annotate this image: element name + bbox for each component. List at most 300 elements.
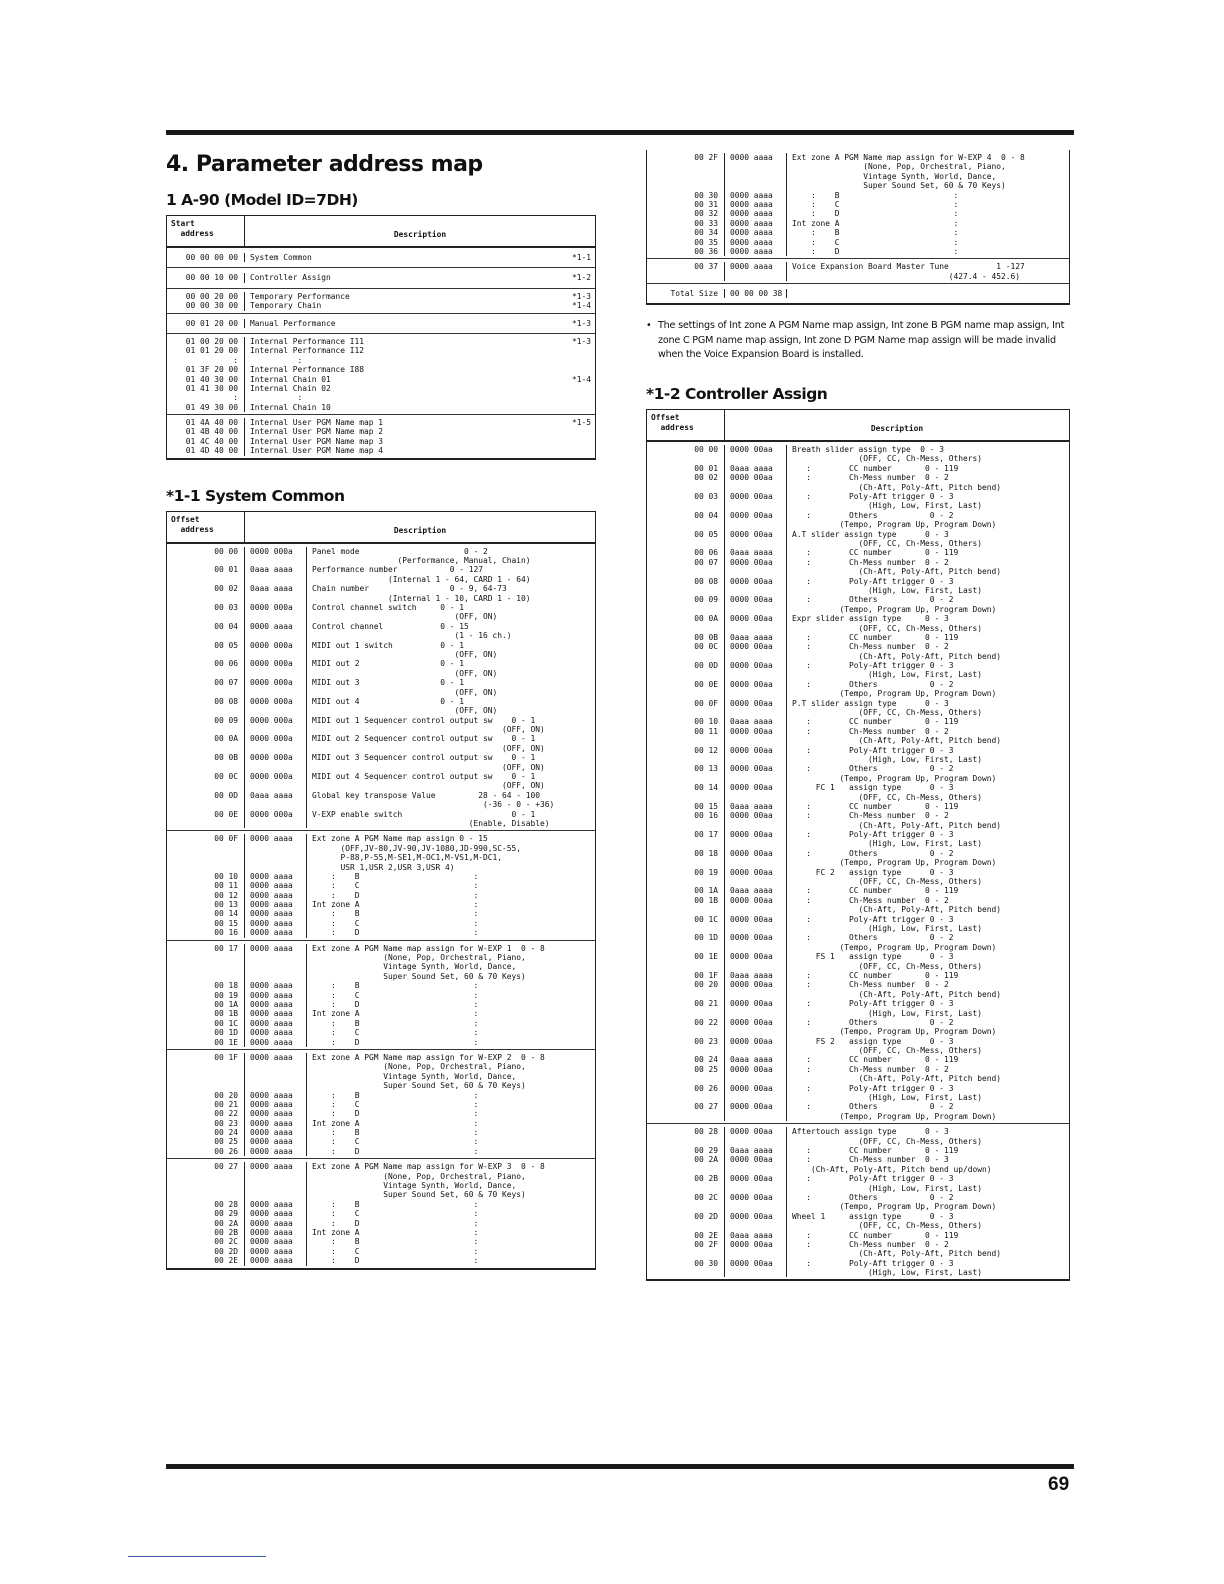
table-row [647, 661, 1069, 670]
footer-link-line[interactable] [128, 1556, 266, 1557]
cell-data: 0000 aaaa [725, 219, 787, 228]
cell-data: 0000 aaaa [245, 1200, 307, 1209]
table-group [647, 442, 1069, 1124]
cell-address: 00 1C [647, 915, 725, 924]
cell-address: 00 1A [647, 886, 725, 895]
cell-description [245, 337, 595, 346]
cell-address: 00 13 [167, 900, 245, 909]
table-row [167, 1053, 595, 1062]
cell-address: 00 1A [167, 1000, 245, 1009]
cell-description: : Ch-Mess number 0 - 2 [792, 1064, 949, 1074]
cell-description: (High, Low, First, Last) [792, 1268, 983, 1278]
table-row [647, 558, 1069, 567]
table-row [167, 1162, 595, 1171]
cell-data: 0000 00aa [725, 577, 787, 586]
cell-address: 00 0B [167, 753, 245, 762]
cell-address: 00 06 [647, 548, 725, 557]
table-row [167, 622, 595, 631]
cell-data: 0aaa aaaa [725, 886, 787, 895]
cell-description: (High, Low, First, Last) [792, 1008, 983, 1018]
table-row [647, 539, 1069, 548]
cell-data [725, 774, 787, 783]
cell-description: : Poly-Aft trigger 0 - 3 [792, 1174, 954, 1184]
table-row [167, 881, 595, 890]
cell-address: 00 23 [647, 1037, 725, 1046]
table-row [167, 403, 595, 412]
cell-description: (OFF, CC, Ch-Mess, Others) [792, 1136, 983, 1146]
cell-data [245, 688, 307, 697]
cell-address: 00 00 00 00 [167, 253, 245, 262]
cell-description: (Tempo, Program Up, Program Down) [792, 1027, 997, 1037]
table-row [647, 717, 1069, 726]
cell-description-text: : [250, 393, 303, 403]
cell-description: (Ch-Aft, Poly-Aft, Pitch bend) [792, 1249, 1002, 1259]
table-row [167, 909, 595, 918]
cell-address [647, 689, 725, 698]
cell-address: 00 33 [647, 219, 725, 228]
expansion-board-note [646, 319, 1070, 362]
cell-description [245, 292, 595, 301]
cell-description: (Tempo, Program Up, Program Down) [792, 1111, 997, 1121]
cell-address: 00 16 [647, 811, 725, 820]
cell-address: 00 10 [647, 717, 725, 726]
table-row [647, 971, 1069, 980]
cell-data: 0000 000a [245, 772, 307, 781]
table-row [167, 365, 595, 374]
cell-address [647, 586, 725, 595]
cell-data: 0000 aaaa [245, 1028, 307, 1037]
cell-reference: *1-1 [571, 253, 591, 262]
cell-description: Int zone A : [312, 1118, 479, 1128]
cell-description: (Internal 1 - 10, CARD 1 - 10) [312, 593, 531, 603]
cell-data [245, 763, 307, 772]
cell-address: 00 1E [647, 952, 725, 961]
cell-description: : CC number 0 - 119 [792, 717, 959, 727]
table-row [647, 1221, 1069, 1230]
cell-address: 00 1B [647, 896, 725, 905]
cell-description: : D : [312, 890, 479, 900]
cell-data: 0000 00aa [725, 530, 787, 539]
cell-address [167, 844, 245, 853]
cell-address [647, 483, 725, 492]
cell-data [725, 1046, 787, 1055]
cell-description: (Ch-Aft, Poly-Aft, Pitch bend) [792, 736, 1002, 746]
cell-data [725, 962, 787, 971]
cell-description: USR 1,USR 2,USR 3,USR 4) [312, 862, 455, 872]
cell-description: : Ch-Mess number 0 - 2 [792, 980, 949, 990]
cell-address: 00 07 [647, 558, 725, 567]
cell-address: 00 26 [167, 1147, 245, 1156]
cell-description: : B : [312, 1018, 479, 1028]
table-row [647, 1112, 1069, 1121]
table-row [167, 688, 595, 697]
cell-address: 00 19 [647, 868, 725, 877]
cell-address [167, 556, 245, 565]
cell-description: : C : [312, 1137, 479, 1147]
cell-description: : D : [312, 1218, 479, 1228]
cell-data: 0aaa aaaa [725, 971, 787, 980]
cell-data: 0000 00aa [725, 980, 787, 989]
cell-description [245, 427, 595, 436]
cell-description-text: : [250, 355, 303, 365]
table-row [167, 891, 595, 900]
table-row [647, 830, 1069, 839]
cell-description: : Others 0 - 2 [792, 595, 954, 605]
cell-data: 0000 00aa [725, 1193, 787, 1202]
table-row [647, 1193, 1069, 1202]
cell-description: : B : [312, 1237, 479, 1247]
cell-data: 0000 00aa [725, 473, 787, 482]
cell-description: MIDI out 3 Sequencer control output sw 0 - 1 [312, 753, 536, 763]
cell-description: (High, Low, First, Last) [792, 1183, 983, 1193]
cell-description: (High, Low, First, Last) [792, 924, 983, 933]
table-row [167, 1172, 595, 1181]
cell-description: : C : [312, 1028, 479, 1038]
cell-address [647, 1249, 725, 1258]
cell-data: 0000 000a [245, 716, 307, 725]
cell-address: 00 36 [647, 247, 725, 256]
cell-address: 00 1B [167, 1009, 245, 1018]
cell-description: Int zone A : [312, 1227, 479, 1237]
cell-description [245, 375, 595, 384]
table-row [647, 1146, 1069, 1155]
cell-data [725, 172, 787, 181]
table-row [167, 1081, 595, 1090]
cell-data [725, 877, 787, 886]
cell-address: 01 00 20 00 [167, 337, 245, 346]
cell-data [245, 575, 307, 584]
cell-address: 00 2D [167, 1247, 245, 1256]
cell-description: : Poly-Aft trigger 0 - 3 [792, 914, 954, 924]
table-row [647, 577, 1069, 586]
cell-data: 0000 000a [245, 547, 307, 556]
table-row [647, 1240, 1069, 1249]
cell-description [245, 365, 595, 374]
cell-data: 0000 aaaa [245, 1038, 307, 1047]
table-row [647, 520, 1069, 529]
table-group [167, 268, 595, 288]
cell-data: 0000 aaaa [245, 1247, 307, 1256]
cell-description: (None, Pop, Orchestral, Piano, [792, 162, 1006, 172]
table-row [167, 725, 595, 734]
cell-description: P.T slider assign type 0 - 3 [792, 698, 949, 708]
table-row [167, 446, 595, 455]
cell-description: Vintage Synth, World, Dance, [312, 1071, 517, 1081]
table-row [167, 375, 595, 384]
cell-description: (OFF, CC, Ch-Mess, Others) [792, 538, 983, 548]
table-row [647, 708, 1069, 717]
table-row [167, 919, 595, 928]
cell-address [167, 953, 245, 962]
cell-description: (Tempo, Program Up, Program Down) [792, 604, 997, 614]
cell-address: 00 14 [167, 909, 245, 918]
cell-data: 0000 aaaa [245, 1219, 307, 1228]
cell-data [725, 1221, 787, 1230]
cell-description [245, 356, 595, 365]
cell-description: V-EXP enable switch 0 - 1 [312, 809, 536, 819]
cell-address: 00 0E [167, 810, 245, 819]
table-group [647, 284, 1069, 303]
cell-address: 00 02 [647, 473, 725, 482]
cell-data [245, 1172, 307, 1181]
table-row [647, 1065, 1069, 1074]
cell-address [647, 736, 725, 745]
cell-data: 0000 00aa [725, 727, 787, 736]
table-row [167, 641, 595, 650]
cell-data [725, 1112, 787, 1121]
cell-data [725, 755, 787, 764]
cell-data [245, 819, 307, 828]
table-group [167, 1050, 595, 1159]
table-row [167, 1237, 595, 1246]
cell-data: 0aaa aaaa [725, 717, 787, 726]
cell-description: (OFF, CC, Ch-Mess, Others) [792, 877, 983, 887]
table-row [167, 706, 595, 715]
table-row [647, 915, 1069, 924]
right-column [646, 150, 1070, 1281]
cell-description: : Others 0 - 2 [792, 1192, 954, 1202]
cell-data: 0000 aaaa [245, 622, 307, 631]
cell-address [647, 181, 725, 190]
note-text: The settings of Int zone A PGM Name map assign, Int zone B PGM name map assign, Int zone C PGM name map assign, Int zone D PGM Name map assign will be made invalid when the Voice Expansion Board is installed. [658, 320, 1065, 360]
cell-data [725, 586, 787, 595]
cell-address [167, 612, 245, 621]
cell-description: Performance number 0 - 127 [312, 565, 484, 575]
cell-address: 00 31 [647, 200, 725, 209]
cell-description: : B : [312, 909, 479, 919]
cell-address [167, 725, 245, 734]
cell-description: A.T slider assign type 0 - 3 [792, 529, 949, 539]
cell-data: 0000 00aa [725, 811, 787, 820]
table-row [647, 783, 1069, 792]
cell-data: 0000 aaaa [245, 1128, 307, 1137]
cell-address: 00 1F [647, 971, 725, 980]
cell-data: 0000 aaaa [245, 1237, 307, 1246]
table-row [167, 716, 595, 725]
cell-data: 0000 00aa [725, 558, 787, 567]
cell-description: (High, Low, First, Last) [792, 585, 983, 595]
cell-description: (High, Low, First, Last) [792, 670, 983, 680]
cell-description: Breath slider assign type 0 - 3 [792, 445, 945, 455]
table-row [167, 1200, 595, 1209]
cell-data [725, 567, 787, 576]
cell-data [245, 594, 307, 603]
cell-data: 0000 aaaa [245, 1109, 307, 1118]
table-row [647, 886, 1069, 895]
cell-address: 00 26 [647, 1084, 725, 1093]
cell-description: Ext zone A PGM Name map assign for W-EXP 3 0 - 8 [312, 1162, 545, 1172]
cell-address: 00 27 [167, 1162, 245, 1171]
cell-description: FS 2 assign type 0 - 3 [792, 1036, 954, 1046]
top-rule [166, 130, 1074, 135]
cell-data: 0aaa aaaa [725, 1146, 787, 1155]
cell-description: : CC number 0 - 119 [792, 1055, 959, 1065]
cell-description: : Others 0 - 2 [792, 848, 954, 858]
cell-data: 0000 00aa [725, 830, 787, 839]
cell-address: 00 18 [647, 849, 725, 858]
cell-address: 00 2B [167, 1228, 245, 1237]
cell-description: (OFF, CC, Ch-Mess, Others) [792, 792, 983, 802]
cell-description: FS 1 assign type 0 - 3 [792, 952, 954, 962]
cell-address [167, 1081, 245, 1090]
table-group [167, 289, 595, 314]
cell-data: 0000 aaaa [245, 909, 307, 918]
cell-address: 00 01 [647, 464, 725, 473]
cell-description: (OFF, ON) [312, 706, 498, 716]
table-row [167, 972, 595, 981]
cell-address: 00 28 [647, 1127, 725, 1136]
table-row [647, 821, 1069, 830]
cell-address: 00 2F [647, 1240, 725, 1249]
table-row [647, 1074, 1069, 1083]
cell-data: 0000 aaaa [245, 991, 307, 1000]
cell-address: : [167, 393, 245, 402]
cell-data: 0000 aaaa [725, 153, 787, 162]
table-row [167, 863, 595, 872]
cell-data [245, 1190, 307, 1199]
cell-description-text: Temporary Performance [250, 291, 350, 301]
table-row [647, 1127, 1069, 1136]
cell-description: (Ch-Aft, Poly-Aft, Pitch bend) [792, 567, 1002, 577]
cell-address: 00 0E [647, 680, 725, 689]
cell-address: 00 05 [167, 641, 245, 650]
cell-data: 0000 00aa [725, 1102, 787, 1111]
cell-data [245, 1062, 307, 1071]
table-row [647, 624, 1069, 633]
cell-description: : Ch-Mess number 0 - 2 [792, 895, 949, 905]
cell-address [647, 652, 725, 661]
cell-data [245, 744, 307, 753]
cell-data: 0000 000a [245, 734, 307, 743]
table-row [167, 393, 595, 402]
table-row [647, 839, 1069, 848]
cell-data: 0000 00aa [725, 661, 787, 670]
cell-address: 00 22 [647, 1018, 725, 1027]
cell-address: 00 27 [647, 1102, 725, 1111]
cell-description: Ext zone A PGM Name map assign for W-EXP 2 0 - 8 [312, 1052, 545, 1062]
table-row [167, 819, 595, 828]
cell-description [245, 346, 595, 355]
cell-address: 00 05 [647, 530, 725, 539]
table-row [647, 614, 1069, 623]
cell-description: : Others 0 - 2 [792, 510, 954, 520]
cell-description: : B : [312, 1128, 479, 1138]
table-group [647, 150, 1069, 259]
table-row [167, 1181, 595, 1190]
cell-address: Total Size [647, 289, 725, 298]
cell-data: 0000 00aa [725, 595, 787, 604]
table-row [167, 253, 595, 262]
table-row [647, 933, 1069, 942]
cell-data: 0000 00aa [725, 1127, 787, 1136]
cell-address [647, 567, 725, 576]
table-row [167, 900, 595, 909]
cell-description [245, 393, 595, 402]
cell-description: : D : [312, 1037, 479, 1047]
cell-description: (Ch-Aft, Poly-Aft, Pitch bend) [792, 905, 1002, 915]
cell-address [647, 1046, 725, 1055]
cell-description: (OFF, ON) [312, 781, 545, 791]
cell-data [725, 501, 787, 510]
table-row [647, 501, 1069, 510]
cell-description: (-36 - 0 - +36) [312, 800, 555, 810]
table-row [167, 273, 595, 282]
cell-data: 0aaa aaaa [725, 1055, 787, 1064]
cell-address [647, 520, 725, 529]
table-row [167, 800, 595, 809]
table-row [167, 1000, 595, 1009]
table-row [647, 1084, 1069, 1093]
table-row [167, 603, 595, 612]
table-row [167, 1100, 595, 1109]
cell-data: 0aaa aaaa [725, 802, 787, 811]
cell-data: 0aaa aaaa [725, 548, 787, 557]
cell-description: : Poly-Aft trigger 0 - 3 [792, 1258, 954, 1268]
cell-data [725, 1249, 787, 1258]
cell-data [725, 1268, 787, 1277]
cell-description: : D : [312, 1000, 479, 1009]
table-row [167, 1256, 595, 1265]
header-description: Description [393, 230, 447, 239]
cell-address: 00 1D [647, 933, 725, 942]
cell-address [647, 708, 725, 717]
cell-description: (OFF, CC, Ch-Mess, Others) [792, 1221, 983, 1231]
table-header [167, 512, 595, 544]
cell-address [167, 1062, 245, 1071]
cell-address [167, 669, 245, 678]
cell-data [245, 1181, 307, 1190]
table-row [167, 384, 595, 393]
cell-description: : CC number 0 - 119 [792, 463, 959, 473]
cell-address: 00 2C [167, 1237, 245, 1246]
cell-address [647, 1165, 725, 1174]
table-row [647, 905, 1069, 914]
cell-reference: *1-4 [571, 374, 591, 384]
cell-data: 0000 aaaa [245, 1256, 307, 1265]
cell-description: Super Sound Set, 60 & 70 Keys) [312, 1081, 526, 1091]
table-group [647, 259, 1069, 284]
cell-description: : D : [792, 246, 959, 256]
cell-description: : CC number 0 - 119 [792, 801, 959, 811]
cell-data: 0000 aaaa [725, 238, 787, 247]
cell-address [167, 1172, 245, 1181]
table-row [647, 191, 1069, 200]
cell-data: 0000 aaaa [245, 1119, 307, 1128]
cell-data: 0aaa aaaa [725, 464, 787, 473]
cell-data [725, 689, 787, 698]
cell-description: : Poly-Aft trigger 0 - 3 [792, 661, 954, 671]
cell-description: (High, Low, First, Last) [792, 754, 983, 764]
cell-description: : D : [312, 1109, 479, 1119]
table-row [167, 1009, 595, 1018]
cell-description [245, 403, 595, 412]
table-row [167, 584, 595, 593]
cell-data: 0000 000a [245, 641, 307, 650]
table-group [167, 415, 595, 458]
cell-description: : B : [312, 1199, 479, 1209]
table-row [647, 736, 1069, 745]
table-group [647, 1124, 1069, 1279]
cell-description: (Performance, Manual, Chain) [312, 556, 531, 566]
cell-address [647, 1027, 725, 1036]
cell-data [245, 706, 307, 715]
cell-address: 00 2A [647, 1155, 725, 1164]
cell-description: Expr slider assign type 0 - 3 [792, 614, 949, 624]
cell-address: 00 24 [647, 1055, 725, 1064]
cell-address: 01 4B 40 00 [167, 427, 245, 436]
table-row [167, 594, 595, 603]
cell-data: 0000 000a [245, 678, 307, 687]
